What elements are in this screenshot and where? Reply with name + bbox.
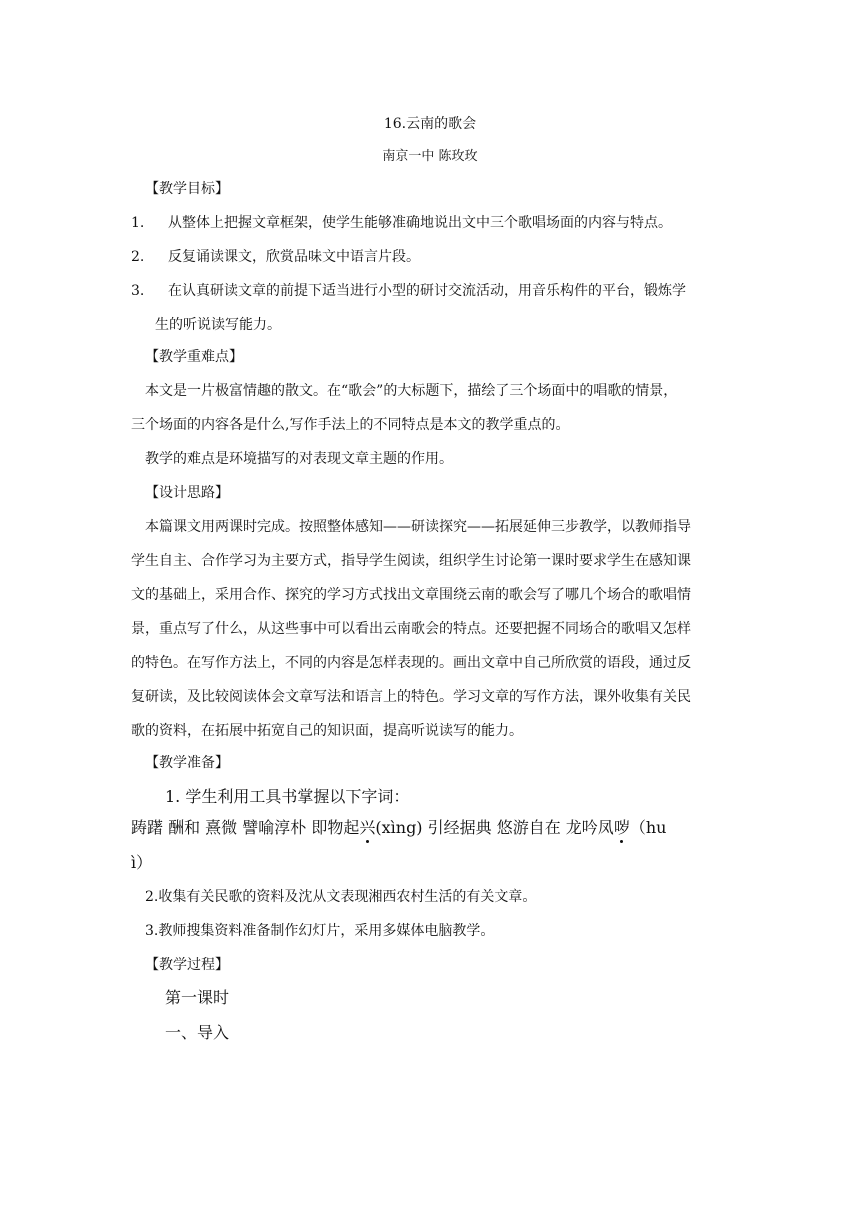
- objective-item-continuation: 生的听说读写能力。: [155, 317, 281, 333]
- step-label: 一、导入: [165, 1023, 230, 1042]
- design-paragraph-line: 的特色。在写作方法上，不同的内容是怎样表现的。画出文章中自己所欣赏的语段，通过反: [131, 655, 691, 671]
- keypoints-heading: 【教学重难点】: [145, 349, 243, 365]
- preparation-item: 2.收集有关民歌的资料及沈从文表现湘西农村生活的有关文章。: [145, 889, 537, 905]
- vocabulary-text: (xìng) 引经据典 悠游自在 龙吟凤: [375, 818, 614, 837]
- objectives-heading: 【教学目标】: [145, 181, 229, 197]
- keypoints-paragraph: 教学的难点是环境描写的对表现文章主题的作用。: [145, 451, 453, 467]
- document-title: 16.云南的歌会: [383, 116, 477, 132]
- preparation-item: 3.教师搜集资料准备制作幻灯片，采用多媒体电脑教学。: [145, 923, 495, 939]
- preparation-heading: 【教学准备】: [145, 755, 229, 771]
- vocabulary-text: 踌躇 酬和 熹微 譬喻淳朴 即物起: [131, 818, 360, 837]
- emphasis-dotted-char: 哕: [613, 818, 630, 837]
- objective-item: 在认真研读文章的前提下适当进行小型的研讨交流活动，用音乐构件的平台，锻炼学: [168, 283, 686, 299]
- process-heading: 【教学过程】: [145, 957, 229, 973]
- keypoints-paragraph-line: 本文是一片极富情趣的散文。在“歌会”的大标题下，描绘了三个场面中的唱歌的情景，: [145, 383, 678, 399]
- design-paragraph-line: 文的基础上，采用合作、探究的学习方式找出文章围绕云南的歌会写了哪几个场合的歌唱情: [131, 587, 691, 603]
- design-paragraph-line: 学生自主、合作学习为主要方式，指导学生阅读，组织学生讨论第一课时要求学生在感知课: [131, 553, 691, 569]
- objective-item: 反复诵读课文，欣赏品味文中语言片段。: [168, 249, 420, 265]
- design-paragraph-line: 复研读，及比较阅读体会文章写法和语言上的特色。学习文章的写作方法，课外收集有关民: [131, 689, 691, 705]
- design-paragraph-line: 景，重点写了什么，从这些事中可以看出云南歌会的特点。还要把握不同场合的歌唱又怎样: [131, 621, 691, 637]
- objective-number: 2.: [131, 249, 145, 265]
- vocabulary-line-continuation: ì）: [131, 853, 153, 872]
- keypoints-paragraph-line: 三个场面的内容各是什么,写作手法上的不同特点是本文的教学重点的。: [131, 417, 570, 433]
- objective-item: 从整体上把握文章框架，使学生能够准确地说出文中三个歌唱场面的内容与特点。: [168, 215, 672, 231]
- author-line: 南京一中 陈玫玫: [382, 149, 478, 164]
- vocabulary-line: [131, 817, 666, 839]
- objective-number: 1.: [131, 215, 145, 231]
- design-paragraph-line: 歌的资料，在拓展中拓宽自己的知识面，提高听说读写的能力。: [131, 723, 523, 739]
- emphasis-dotted-char: 兴: [359, 818, 376, 837]
- design-heading: 【设计思路】: [145, 485, 229, 501]
- vocabulary-text: （hu: [629, 818, 667, 837]
- objective-number: 3.: [131, 283, 145, 299]
- preparation-item: 1. 学生利用工具书掌握以下字词：: [165, 787, 410, 806]
- lesson-label: 第一课时: [165, 988, 230, 1007]
- design-paragraph-line: 本篇课文用两课时完成。按照整体感知——研读探究——拓展延伸三步教学，以教师指导: [145, 519, 691, 535]
